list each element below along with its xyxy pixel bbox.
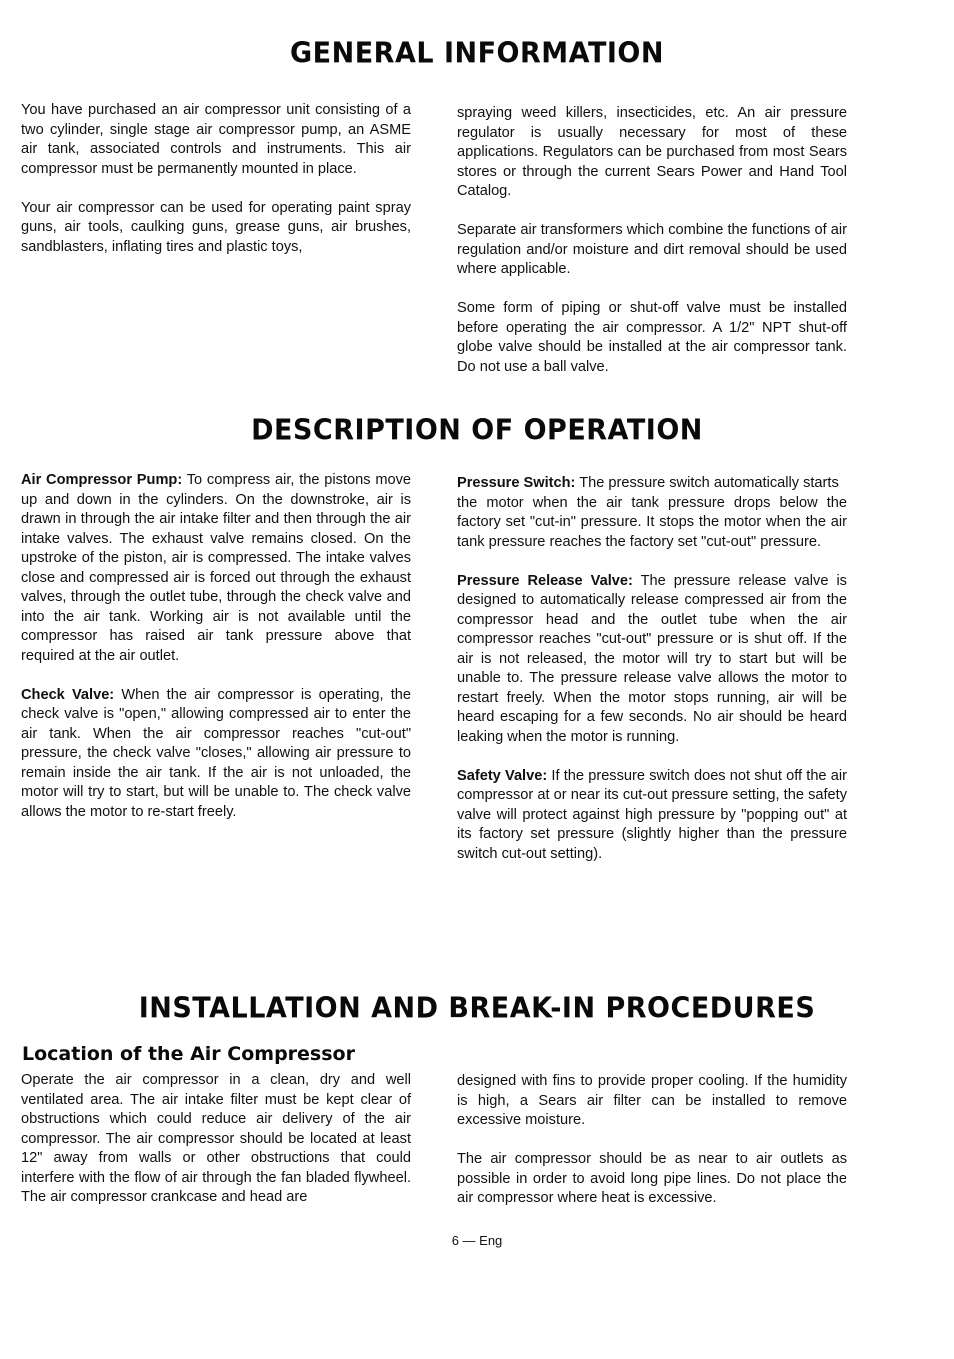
air-compressor-pump-paragraph bbox=[21, 471, 411, 666]
pressure-release-valve-paragraph bbox=[457, 572, 847, 748]
paragraph-text: The pressure release valve is designed to automatically release compressed air from the compressor head and the outlet tube when the air compressor reaches "cut-out" pressure or is shut off. If the air is not released, the motor will try to start but will be unable to. The pressure release valve allows the motor to restart freely. When the motor stops running, air will be heard escaping for a few seconds. No air should be heard leaking when the motor is running. bbox=[457, 572, 847, 745]
paragraph-lead: Check Valve: bbox=[21, 686, 115, 703]
general-information-heading: GENERAL INFORMATION bbox=[290, 37, 664, 70]
paragraph: The air compressor should be as near to air outlets as possible in order to avoid long pipe lines. Do not place the air compressor where heat is excessive. bbox=[457, 1151, 847, 1206]
paragraph: Separate air transformers which combine the functions of air regulation and/or moisture and dirt removal should be used where applicable. bbox=[457, 222, 847, 277]
paragraph-text: When the air compressor is operating, the check valve is "open," allowing compressed air to enter the air tank. When the air compressor reaches "cut-out" pressure, the check valve "closes," allowing air pressure to remain inside the air tank. If the air is not unloaded, the motor will try to start, but will be unable to. The check valve allows the motor to re-start freely. bbox=[21, 686, 411, 820]
location-subheading: Location of the Air Compressor bbox=[22, 1043, 355, 1065]
paragraph-text: The pressure switch automatically starts bbox=[575, 475, 839, 491]
installation-left-column bbox=[21, 1071, 411, 1208]
check-valve-paragraph bbox=[21, 686, 411, 823]
paragraph-lead: Pressure Release Valve: bbox=[457, 572, 633, 589]
paragraph-lead: Safety Valve: bbox=[457, 767, 548, 784]
description-of-operation-heading: DESCRIPTION OF OPERATION bbox=[251, 414, 703, 447]
pressure-switch-paragraph bbox=[457, 474, 847, 552]
general-information-left-column bbox=[21, 101, 411, 257]
paragraph: designed with fins to provide proper cooling. If the humidity is high, a Sears air filter can be installed to remove excessive moisture. bbox=[457, 1073, 847, 1128]
page-number: 6 — Eng bbox=[451, 1233, 503, 1248]
paragraph-text: To compress air, the pistons move up and down in the cylinders. On the downstroke, air is drawn in through the air intake filter and then through the air intake valves. The exhaust valve remains closed. On the upstroke of the piston, air is compressed. The intake valves close and compressed air is forced out through the exhaust valves, through the outlet tube, through the check valve and into the air tank. Working air is not available until the compressor has raised air tank pressure above that required at the air outlet. bbox=[21, 472, 412, 664]
paragraph-text: the motor when the air tank pressure drops below the factory set "cut-in" pressure. It stops the motor when the air tank pressure reaches the factory set "cut-out" pressure. bbox=[457, 494, 847, 550]
safety-valve-paragraph bbox=[457, 767, 847, 865]
paragraph: Operate the air compressor in a clean, dry and well ventilated area. The air intake filter must be kept clear of obstructions which could reduce air delivery of the air compressor. The air compressor should be located at least 12" away from walls or other obstructions that could interfere with the flow of air through the fan bladed flywheel. The air compressor crankcase and head are bbox=[21, 1072, 411, 1205]
paragraph-lead: Air Compressor Pump: bbox=[21, 472, 183, 488]
paragraph: You have purchased an air compressor unit consisting of a two cylinder, single stage air compressor pump, an ASME air tank, associated controls and instruments. This air compressor must be permanently mounted in place. bbox=[21, 102, 411, 177]
paragraph: spraying weed killers, insecticides, etc. An air pressure regulator is usually necessary for most of these applications. Regulators can be purchased from most Sears stores or through the current Sears Power and Hand Tool Catalog. bbox=[457, 105, 847, 199]
general-information-right-column bbox=[457, 104, 847, 377]
paragraph: Your air compressor can be used for operating paint spray guns, air tools, caulking guns, grease guns, air brushes, sandblasters, inflating tires and plastic toys, bbox=[21, 199, 411, 255]
installation-right-column bbox=[457, 1072, 847, 1209]
paragraph: Some form of piping or shut-off valve must be installed before operating the air compressor. A 1/2" NPT shut-off globe valve should be installed at the air compressor tank. Do not use a ball valve. bbox=[457, 300, 847, 375]
paragraph-text: If the pressure switch does not shut off the air compressor at or near its cut-out pressure setting, the safety valve will protect against high pressure by "popping out" at its factory set pressure (slightly higher than the pressure switch cut-out setting). bbox=[457, 767, 847, 862]
paragraph-lead: Pressure Switch: bbox=[457, 475, 576, 491]
operation-left-column bbox=[21, 471, 411, 822]
installation-heading: INSTALLATION AND BREAK-IN PROCEDURES bbox=[138, 992, 816, 1025]
operation-right-column bbox=[457, 474, 847, 864]
